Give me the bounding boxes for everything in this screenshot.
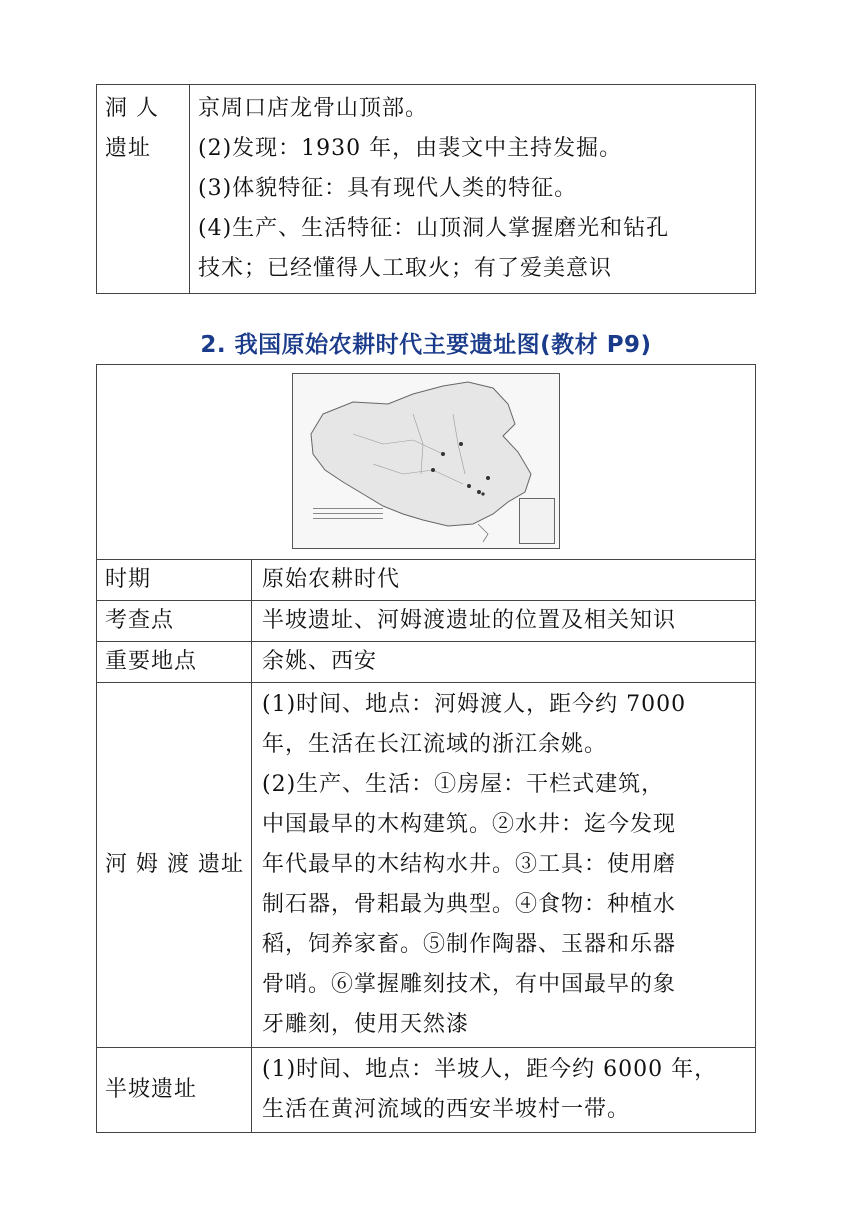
hemudu-line: 制石器，骨耜最为典型。④食物：种植水: [262, 892, 677, 917]
hemudu-line: (1)时间、地点：河姆渡人，距今约 7000: [262, 692, 687, 717]
hemudu-line: 骨哨。⑥掌握雕刻技术，有中国最早的象: [262, 972, 677, 997]
shandingdong-table: [96, 84, 756, 294]
key-places-value: 余姚、西安: [252, 642, 756, 683]
exam-point-label: 考查点: [97, 601, 252, 642]
hemudu-line: (2)生产、生活：①房屋：干栏式建筑，: [262, 772, 665, 797]
banpo-content: [252, 1048, 756, 1133]
banpo-line: (1)时间、地点：半坡人，距今约 6000 年，: [262, 1057, 718, 1082]
key-places-label: 重要地点: [97, 642, 252, 683]
shandingdong-line: 京周口店龙骨山顶部。: [198, 96, 429, 121]
period-label: 时期: [97, 560, 252, 601]
period-value: 原始农耕时代: [252, 560, 756, 601]
banpo-label: 半坡遗址: [97, 1048, 252, 1133]
shandingdong-line: (3)体貌特征：具有现代人类的特征。: [198, 176, 578, 201]
hemudu-line: 牙雕刻，使用天然漆: [262, 1012, 470, 1037]
shandingdong-label-cell: [97, 85, 190, 294]
hemudu-line: 中国最早的木构建筑。②水井：迄今发现: [262, 812, 677, 837]
farming-era-table: [96, 364, 756, 1133]
section-heading: 2. 我国原始农耕时代主要遗址图(教材 P9): [200, 332, 652, 358]
map-cell: [97, 365, 756, 560]
hemudu-content: [252, 683, 756, 1048]
shandingdong-content-cell: [190, 85, 756, 294]
shandingdong-line: 技术；已经懂得人工取火；有了爱美意识: [198, 256, 613, 281]
hemudu-line: 年代最早的木结构水井。③工具：使用磨: [262, 852, 677, 877]
hemudu-line: 年，生活在长江流域的浙江余姚。: [262, 732, 608, 757]
shandingdong-line: (4)生产、生活特征：山顶洞人掌握磨光和钻孔: [198, 216, 670, 241]
china-map-icon: [292, 373, 560, 549]
exam-point-value: 半坡遗址、河姆渡遗址的位置及相关知识: [252, 601, 756, 642]
shandingdong-label-line2: 遗址: [105, 136, 152, 161]
shandingdong-line: (2)发现：1930 年，由裴文中主持发掘。: [198, 136, 623, 161]
hemudu-label: 河 姆 渡 遗址: [97, 683, 252, 1048]
shandingdong-label-line1: 洞 人: [105, 96, 159, 121]
banpo-line: 生活在黄河流域的西安半坡村一带。: [262, 1097, 631, 1122]
hemudu-line: 稻，饲养家畜。⑤制作陶器、玉器和乐器: [262, 932, 677, 957]
